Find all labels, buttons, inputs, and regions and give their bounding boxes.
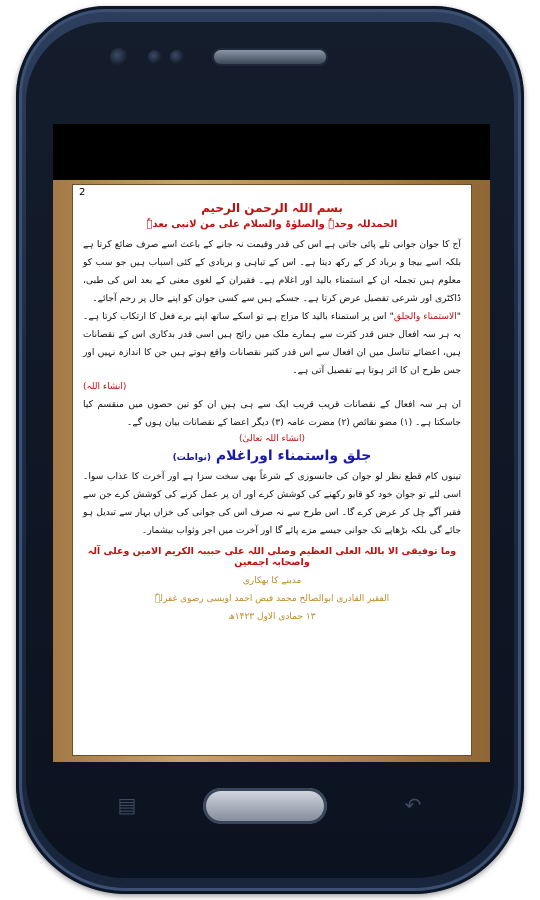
closing-prayer: وما توفیقی الا باللہ العلی العظیم وصلی اللہ علی حبیبہ الکریم الامین وعلی آلہ واصحابہ اجمعین	[87, 546, 457, 568]
document-page[interactable]	[72, 184, 472, 756]
sensor-icon	[148, 50, 162, 64]
sensor-icon	[170, 50, 184, 64]
home-button[interactable]	[203, 788, 327, 824]
paragraph-highlight: "الاستمناء والجلق" اس پر استمناء بالید کا مزاج ہے تو اسکے ساتھ اپنے برے فعل کا ارتکاب کرتا ہے۔ یہ ہر سہ افعال جس قدر کثرت سے ہمارے ملک میں رائج ہیں اسی قدر بدکاری اس کے نقصانات ہیں، اعضائے تناسل میں ان افعال سے اس قدر کثیر نقصانات واقع ہوتے ہیں جن کا اندازہ نہیں اور جس طرح ان کا اثر ہوتا ہے تفصیل آتی ہے۔	[83, 311, 462, 376]
front-camera-icon	[110, 48, 128, 66]
highlight-term: الاستمناء والجلق	[393, 311, 457, 322]
signature-author: الفقیر القادری ابوالصالح محمد فیض احمد اویسی رضوی غفرلہٗ	[154, 594, 390, 604]
signature-date: ۱۳ جمادی الاول ۱۴۲۳ھ	[228, 612, 316, 622]
paragraph-intro: آج کا جوان جوانی تلے پائی جاتی ہے اس کی قدر وقیمت نہ جانے کے باعث اسے صرف ضائع کرتا ہے بلکہ اسے بیجا و برباد کر کے رکھ دیتا ہے۔ اس کے تباہی و بربادی کے کئی اسباب ہیں جو سب کو معلوم ہیں تجملہ ان کے استمناء بالید اور اغلام ہے۔ فقیران کے لغوی معنی کے بعد اس کی طبی، ڈاکٹری اور شرعی تفصیل عرض کرتا ہے۔ جسکے ہیں سے کسی جوان کو اپنے حال پر رحم آجائے۔	[83, 239, 461, 304]
paragraph-conclusion: تینوں کام قطع نظر لو جوان کی جانسوزی کے شرعاً بھی سخت سزا ہے اور آخرت کا عذاب سوا۔ اسی لئے تو جوان خود کو قابو رکھنے کی کوشش کرے اور ان پر عمل کرنے کی کوشش کرے جن سے فقیر آگے چل کر عرض کرے گا۔ اس طرح سے نہ صرف اس کی جوانی کی خزاں بہار سے تبدیل ہو جائے گی بلکہ بڑھاپے تک جوانی جیسے مزے پائے گا اور آخرت میں اجر وثواب بیشمار۔	[83, 471, 461, 536]
praise-line: الحمدللہ وحدہٗ والصلوٰۃ والسلام علی من لانبی بعدہٗ	[146, 219, 398, 230]
signature-line: مدینے کا بھکاری	[242, 576, 302, 586]
insha-allah-note: (انشاء اللہ)	[83, 382, 127, 392]
paragraph-harms: ان ہر سہ افعال کے نقصانات قریب قریب ایک سے ہی ہیں ان کو تین حصوں میں منقسم کیا جاسکتا ہے۔ (۱) مضو نقائص (۲) مضرت عامہ (۳) دیگر اعضا کے نقصانات بیان ہوں گے۔	[83, 399, 461, 428]
insha-allah-taala-note: (انشاء اللہ تعالیٰ)	[238, 434, 306, 444]
section-heading-sub: (نواطت)	[172, 453, 211, 463]
back-icon[interactable]: ↶	[404, 793, 422, 817]
earpiece-speaker	[214, 50, 326, 64]
bismillah-heading: بسم اللہ الرحمن الرحیم	[201, 201, 343, 215]
page-number: 2	[79, 187, 86, 198]
section-heading	[83, 448, 461, 464]
menu-icon[interactable]: ▤	[117, 793, 137, 817]
screen-status-area	[53, 124, 490, 180]
paragraph-body: اس پر استمناء بالید کا مزاج ہے تو اسکے ساتھ اپنے برے فعل کا ارتکاب کرتا ہے۔ یہ ہر سہ افعال جس قدر کثرت سے ہمارے ملک میں رائج ہیں اسی قدر بدکاری اس کے نقصانات ہیں، اعضائے تناسل میں ان افعال سے اس قدر کثیر نقصانات واقع ہوتے ہیں جن کا اندازہ نہیں اور جس طرح ان کا اثر ہوتا ہے تفصیل آتی ہے۔	[83, 311, 461, 376]
section-heading-text: جلق واستمناء اوراغلام	[215, 448, 372, 464]
